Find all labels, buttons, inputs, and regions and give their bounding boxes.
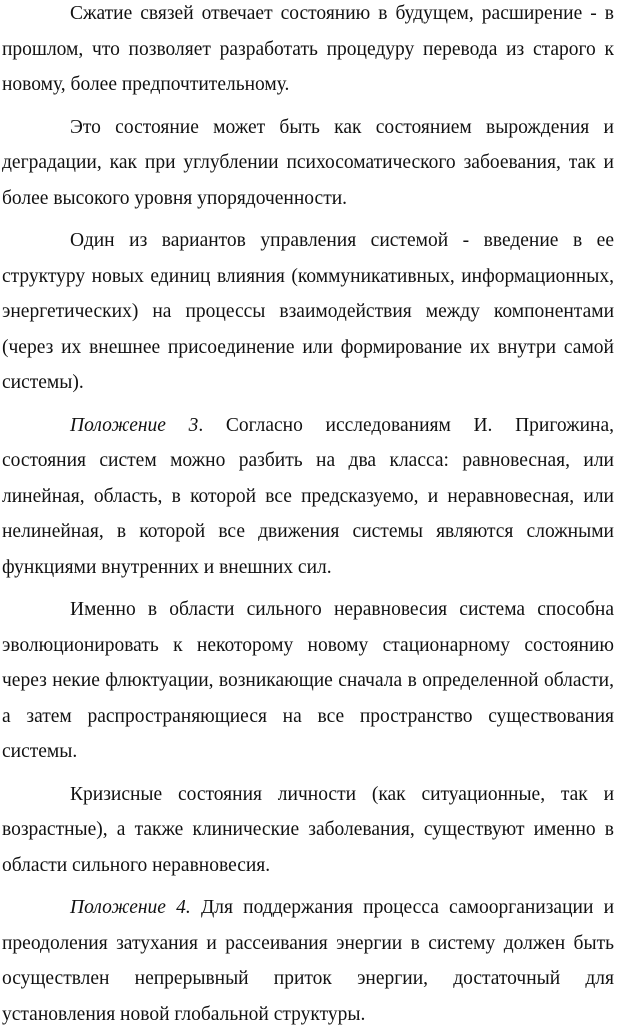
paragraph bbox=[2, 223, 614, 401]
paragraph-text: Сжатие связей отвечает состоянию в будущем, расширение - в прошлом, что позволяет разработать процедуру перевода из старого к новому, более предпочтительному. bbox=[2, 3, 614, 95]
paragraph bbox=[2, 0, 614, 103]
paragraph bbox=[2, 890, 614, 1032]
paragraph bbox=[2, 110, 614, 217]
paragraph-lead: Положение 4. bbox=[70, 897, 191, 918]
paragraph bbox=[2, 592, 614, 770]
paragraph-text: . Согласно исследованиям И. Пригожина, состояния систем можно разбить на два класса: равновесная, или линейная, область, в которой все предсказуемо, и неравновесная, или нелинейная, в которой все движения системы являются сложными функциями внутренних и внешних сил. bbox=[2, 414, 614, 578]
paragraph-text: Это состояние может быть как состоянием вырождения и деградации, как при углублении психосоматического забоевания, так и более высокого уровня упорядоченности. bbox=[2, 116, 614, 209]
paragraph-text: Кризисные состояния личности (как ситуационные, так и возрастные), а также клинические заболевания, существуют именно в области сильного неравновесия. bbox=[2, 783, 614, 876]
paragraph-lead: Положение 3 bbox=[70, 414, 199, 436]
paragraph-text: Один из вариантов управления системой - введение в ее структуру новых единиц влияния (коммуникативных, информационных, энергетических) на процессы взаимодействия между компонентами (через их внешнее присоединение или формирование их внутри самой системы). bbox=[2, 230, 614, 393]
paragraph-text: Для поддержания процесса самоорганизации и преодоления затухания и рассеивания энергии в систему должен быть осуществлен непрерывный приток энергии, достаточный для установления новой глобальной структуры. bbox=[2, 897, 614, 1025]
paragraph bbox=[2, 777, 614, 884]
paragraph-text: Именно в области сильного неравновесия система способна эволюционировать к некоторому новому стационарному состоянию через некие флюктуации, возникающие сначала в определенной области, а затем распространяющиеся на все пространство существования системы. bbox=[2, 599, 614, 762]
paragraph bbox=[2, 408, 614, 586]
